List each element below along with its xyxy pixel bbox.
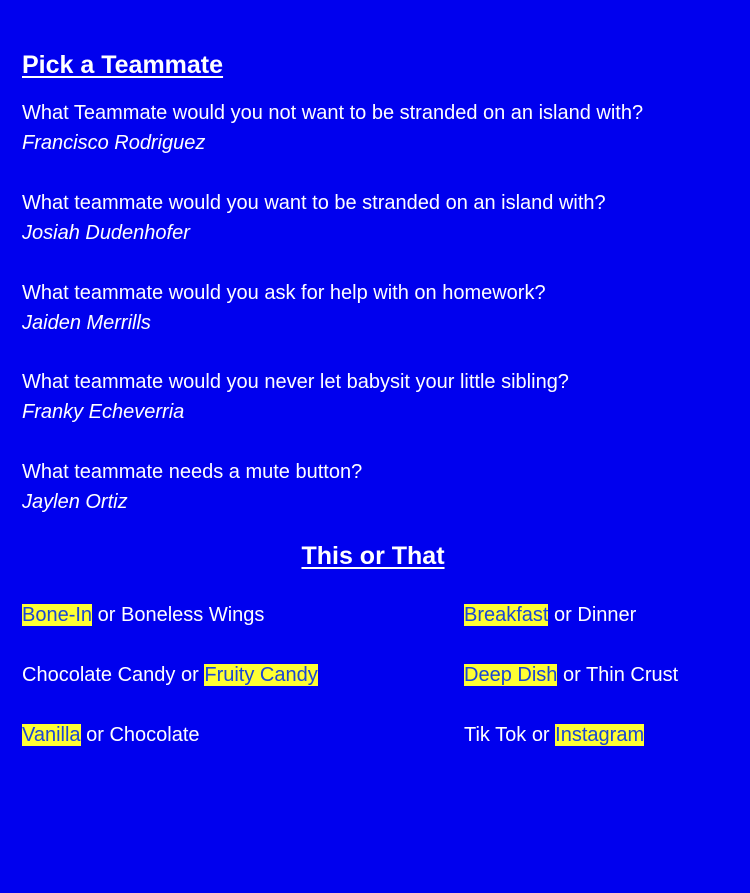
choice-connector: or [562, 664, 581, 686]
question-block [22, 457, 742, 517]
question-text: What teammate needs a mute button? [22, 461, 363, 483]
choice-pair [464, 722, 644, 748]
question-block [22, 367, 742, 427]
answer-text: Franky Echeverria [22, 401, 185, 423]
question-block [22, 188, 742, 248]
question-block [22, 278, 742, 338]
question-text: What teammate would you never let babysit your little sibling? [22, 371, 569, 393]
question-text: What Teammate would you not want to be stranded on an island with? [22, 102, 644, 124]
answer-text: Jaiden Merrills [22, 312, 151, 334]
choice-pair [464, 662, 678, 688]
answer-text: Josiah Dudenhofer [22, 222, 190, 244]
choice-option: Tik Tok [464, 724, 527, 746]
choice-option-selected: Instagram [555, 724, 645, 746]
choice-option: Chocolate Candy [22, 664, 176, 686]
choice-pair [22, 722, 200, 748]
question-text: What teammate would you want to be stranded on an island with? [22, 192, 606, 214]
choice-option: Thin Crust [585, 664, 679, 686]
choice-connector: or [554, 604, 572, 626]
choice-option: Boneless Wings [120, 604, 265, 626]
choice-pair [22, 602, 264, 628]
answer-text: Jaylen Ortiz [22, 491, 128, 513]
question-text: What teammate would you ask for help with on homework? [22, 282, 546, 304]
question-block [22, 98, 742, 158]
choice-connector: or [181, 664, 199, 686]
choice-connector: or [531, 724, 550, 746]
section-title-this-or-that: This or That [301, 542, 445, 570]
choice-option-selected: Deep Dish [464, 664, 558, 686]
choice-option: Dinner [577, 604, 637, 626]
choice-connector: or [86, 724, 104, 746]
section-title-pick-a-teammate: Pick a Teammate [22, 51, 224, 79]
choice-option-selected: Fruity Candy [204, 664, 318, 686]
choice-pair [464, 602, 636, 628]
choice-option-selected: Breakfast [464, 604, 549, 626]
choice-option: Chocolate [109, 724, 200, 746]
choice-pair [22, 662, 318, 688]
choice-connector: or [97, 604, 116, 626]
choice-option-selected: Vanilla [22, 724, 81, 746]
answer-text: Francisco Rodriguez [22, 132, 206, 154]
choice-option-selected: Bone-In [22, 604, 93, 626]
